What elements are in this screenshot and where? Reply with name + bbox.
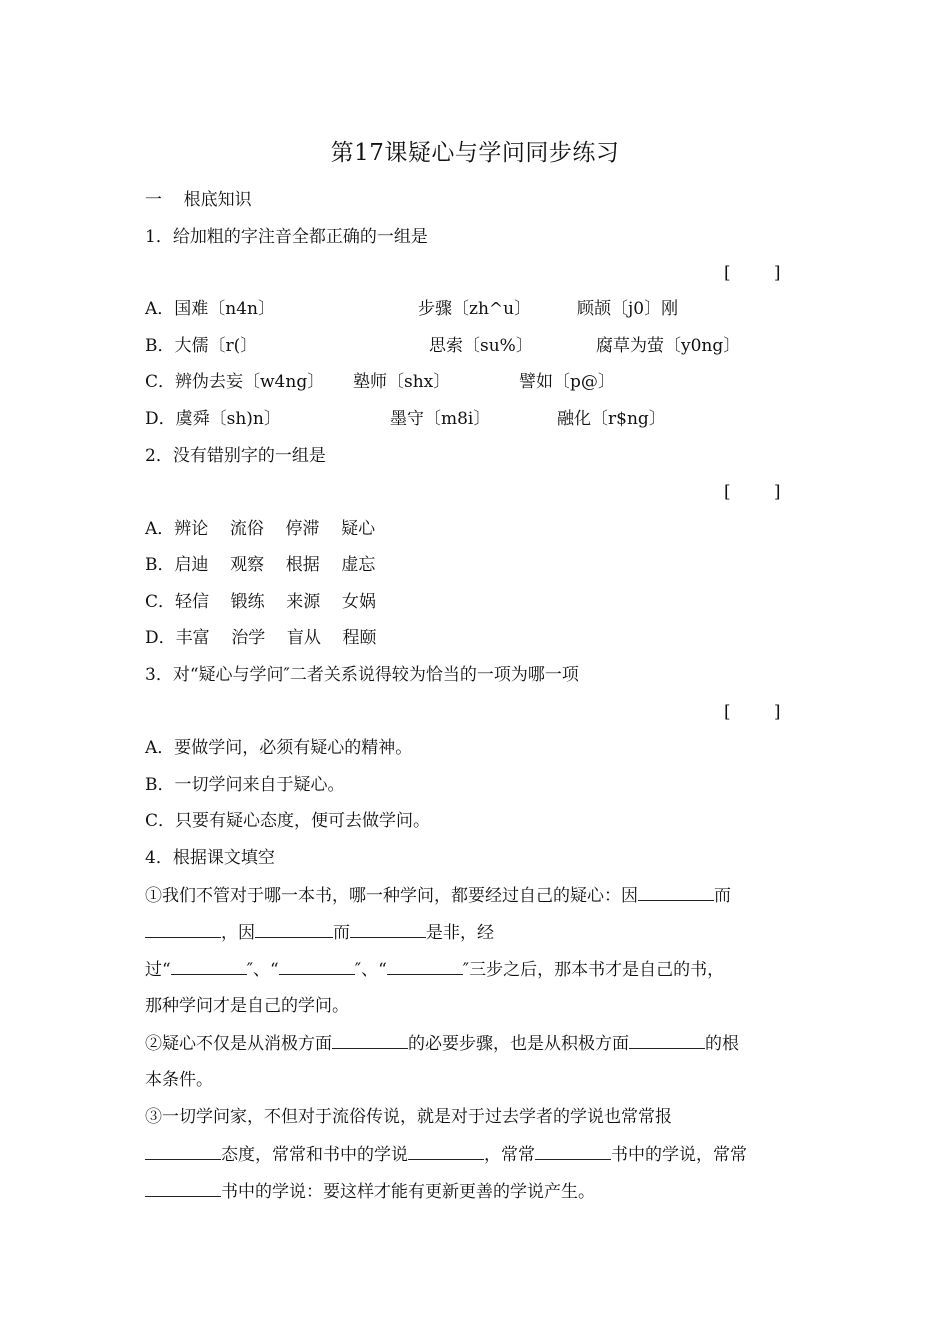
fill-blank[interactable] (171, 957, 247, 975)
fill-blank[interactable] (535, 1142, 611, 1160)
question-4-stem: 4．根据课文填空 (145, 848, 275, 868)
q1-option-c-item-3: 譬如〔p@〕 (519, 372, 615, 392)
q4-text: 过“ (145, 960, 171, 980)
fill-blank[interactable] (629, 1031, 705, 1049)
q4-text: 的根 (705, 1034, 739, 1054)
section-heading: 一 根底知识 (145, 190, 252, 210)
q1-option-b-item-3: 腐草为萤〔y0ng〕 (596, 336, 741, 356)
q4-paragraph-3-line-1: ③一切学问家，不但对于流俗传说，就是对于过去学者的学说也常常报 (145, 1107, 672, 1127)
question-2-stem: 2．没有错别字的一组是 (145, 446, 326, 466)
q4-text: 而 (714, 886, 731, 906)
q4-paragraph-2-line-2: 本条件。 (145, 1070, 213, 1090)
fill-blank[interactable] (255, 920, 333, 938)
answer-bracket-1: [ ] (724, 263, 781, 283)
q1-option-c-item-2: 塾师〔shx〕 (353, 372, 451, 392)
q1-option-d: D．虞舜〔sh)n〕 (145, 409, 281, 429)
answer-bracket-3: [ ] (724, 702, 781, 722)
q4-paragraph-2-line-1 (145, 1031, 739, 1056)
q4-paragraph-1-line-2 (145, 920, 494, 945)
q4-text: 书中的学说，常常 (611, 1145, 747, 1165)
q2-option-d: D．丰富 治学 盲从 程颐 (145, 628, 377, 648)
q1-option-c: C．辨伪去妄〔w4ng〕 (145, 372, 325, 392)
q4-text: 书中的学说：要这样才能有更新更善的学说产生。 (221, 1182, 595, 1202)
fill-blank[interactable] (638, 883, 714, 901)
fill-blank[interactable] (387, 957, 463, 975)
q1-option-a-item-3: 顾颉〔j0〕刚 (577, 299, 679, 319)
fill-blank[interactable] (145, 920, 221, 938)
page-title: 第17课疑心与学问同步练习 (330, 140, 620, 166)
q4-text: ″、“ (354, 960, 387, 980)
q4-text: ，因 (221, 923, 255, 943)
fill-blank[interactable] (145, 1142, 221, 1160)
fill-blank[interactable] (279, 957, 355, 975)
q1-option-b-item-2: 思索〔su%〕 (429, 336, 533, 356)
q1-option-a-item-2: 步骤〔zh^u〕 (418, 299, 532, 319)
q4-text: ″、“ (246, 960, 279, 980)
q4-paragraph-3-line-2 (145, 1142, 747, 1167)
q4-text: 的必要步骤，也是从积极方面 (408, 1034, 629, 1054)
q1-option-a: A．国难〔n4n〕 (145, 299, 275, 319)
q4-text: ″三步之后，那本书才是自己的书， (462, 960, 725, 980)
q4-paragraph-1-line-1 (145, 883, 731, 908)
q2-option-c: C．轻信 锻练 来源 女娲 (145, 592, 376, 612)
q4-paragraph-1-line-4: 那种学问才是自己的学问。 (145, 996, 349, 1016)
question-1-stem: 1．给加粗的字注音全都正确的一组是 (145, 227, 428, 247)
q4-text: ，常常 (484, 1145, 535, 1165)
q4-text: 而 (333, 923, 350, 943)
q2-option-a: A．辨论 流俗 停滞 疑心 (145, 519, 376, 539)
q3-option-a: A．要做学问，必须有疑心的精神。 (145, 738, 413, 758)
q3-option-c: C．只要有疑心态度，便可去做学问。 (145, 811, 431, 831)
answer-bracket-2: [ ] (724, 482, 781, 502)
q4-paragraph-1-line-3 (145, 957, 724, 982)
q4-text: ①我们不管对于哪一本书，哪一种学问，都要经过自己的疑心：因 (145, 886, 638, 906)
q2-option-b: B．启迪 观察 根据 虚忘 (145, 555, 376, 575)
fill-blank[interactable] (408, 1142, 484, 1160)
fill-blank[interactable] (332, 1031, 408, 1049)
q3-option-b: B．一切学问来自于疑心。 (145, 775, 345, 795)
q4-text: ②疑心不仅是从消极方面 (145, 1034, 332, 1054)
fill-blank[interactable] (145, 1179, 221, 1197)
q1-option-d-item-3: 融化〔r$ng〕 (557, 409, 666, 429)
q4-text: 态度，常常和书中的学说 (221, 1145, 408, 1165)
q4-paragraph-3-line-3 (145, 1179, 595, 1204)
q1-option-b: B．大儒〔r(〕 (145, 336, 258, 356)
question-3-stem: 3．对“疑心与学问″二者关系说得较为恰当的一项为哪一项 (145, 665, 579, 685)
fill-blank[interactable] (350, 920, 426, 938)
q1-option-d-item-2: 墨守〔m8i〕 (390, 409, 491, 429)
q4-text: 是非，经 (426, 923, 494, 943)
